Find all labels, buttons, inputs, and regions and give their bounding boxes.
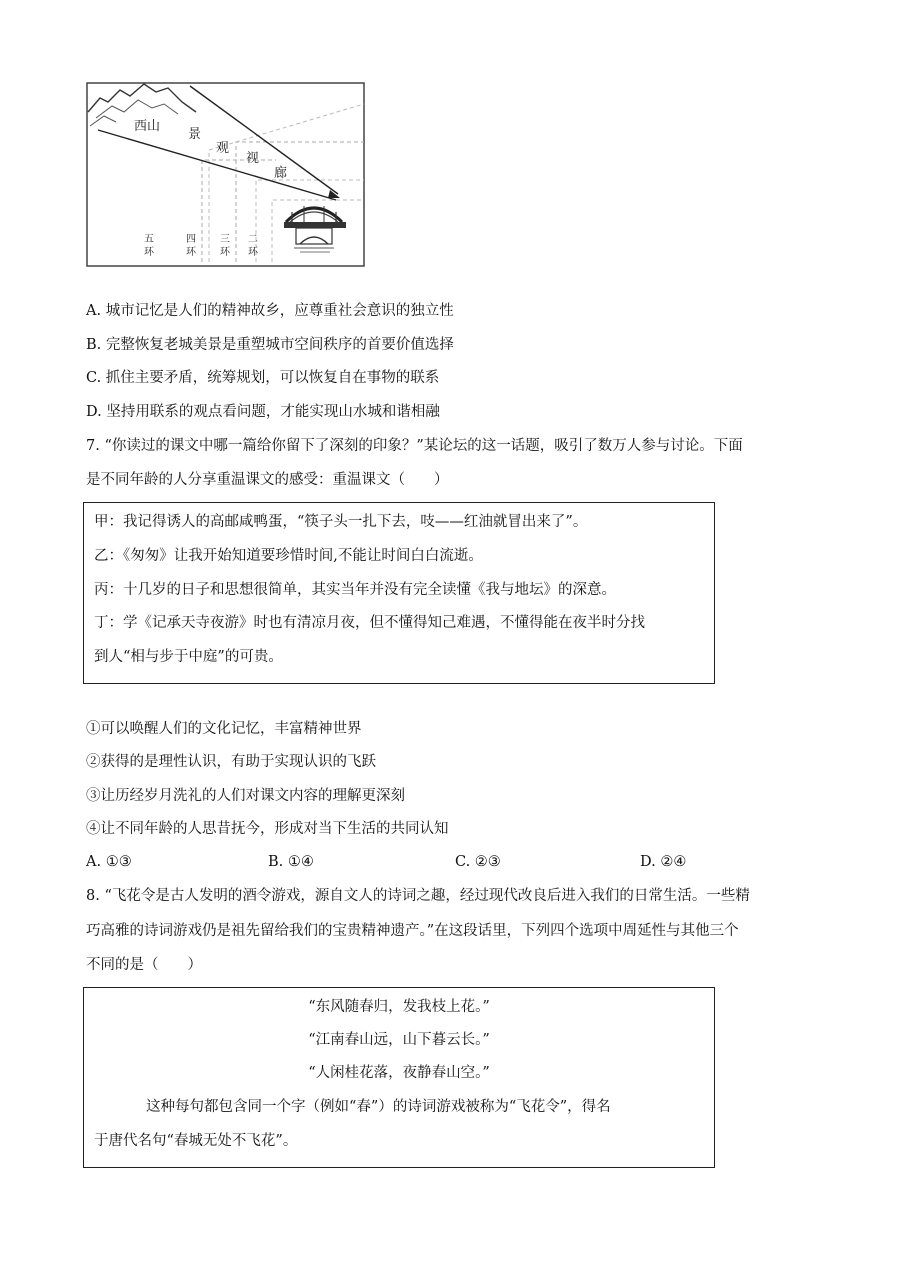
label-shi: 视 [246, 151, 260, 166]
q8-poem-3: “人闲桂花落，夜静春山空。” [308, 1065, 490, 1081]
q7-box-line-ding: 丁：学《记承天寺夜游》时也有清凉月夜，但不懂得知己难遇，不懂得能在夜半时分找 [94, 615, 645, 631]
corridor-map [86, 82, 366, 268]
ring-label-4: 四环 [186, 234, 196, 258]
q8-poem-2: “江南春山远，山下暮云长。” [308, 1032, 490, 1048]
q6-option-c: C. 抓住主要矛盾，统筹规划，可以恢复自在事物的联系 [86, 370, 440, 386]
q7-statement-3: ③让历经岁月洗礼的人们对课文内容的理解更深刻 [86, 788, 405, 804]
ring-label-3: 三环 [220, 234, 230, 258]
landscape-corridor-figure [86, 82, 366, 268]
q6-option-a: A. 城市记忆是人们的精神故乡，应尊重社会意识的独立性 [86, 303, 454, 319]
q7-box-line-bing: 丙：十几岁的日子和思想很简单，其实当年并没有完全读懂《我与地坛》的深意。 [94, 582, 616, 598]
q7-statement-4: ④让不同年龄的人思昔抚今，形成对当下生活的共同认知 [86, 821, 449, 837]
q7-stem-line1: 7. “你读过的课文中哪一篇给你留下了深刻的印象？”某论坛的这一话题，吸引了数万人参与讨论。下面 [86, 438, 743, 454]
q8-para-line1: 这种每句都包含同一个字（例如“春”）的诗词游戏被称为“飞花令”，得名 [146, 1099, 611, 1115]
ring-label-2: 二环 [248, 234, 258, 258]
q7-option-a: A. ①③ [86, 854, 132, 870]
q7-option-b: B. ①④ [268, 854, 314, 870]
q7-statement-1: ①可以唤醒人们的文化记忆，丰富精神世界 [86, 721, 362, 737]
q7-material-box [83, 502, 715, 684]
q8-stem-line3: 不同的是（ ） [86, 957, 202, 973]
q7-box-line-jia: 甲：我记得诱人的高邮咸鸭蛋，“筷子头一扎下去，吱——红油就冒出来了”。 [94, 514, 588, 530]
q8-stem-line2: 巧高雅的诗词游戏仍是祖先留给我们的宝贵精神遗产。”在这段话里，下列四个选项中周延性与其他三个 [86, 923, 739, 939]
q6-option-d: D. 坚持用联系的观点看问题，才能实现山水城和谐相融 [86, 404, 440, 420]
q8-para-line2: 于唐代名句“春城无处不飞花”。 [94, 1133, 298, 1149]
label-lang: 廊 [274, 166, 288, 181]
q8-material-box [83, 987, 715, 1168]
q6-option-b: B. 完整恢复老城美景是重塑城市空间秩序的首要价值选择 [86, 337, 454, 353]
q7-box-line-ding-cont: 到人“相与步于中庭”的可贵。 [94, 649, 283, 665]
q7-option-d: D. ②④ [640, 854, 687, 870]
q7-statement-2: ②获得的是理性认识，有助于实现认识的飞跃 [86, 754, 376, 770]
q8-stem-line1: 8. “飞花令是古人发明的酒令游戏，源自文人的诗词之趣，经过现代改良后进入我们的日常生活。一些精 [86, 888, 750, 904]
q8-poem-1: “东风随春归，发我枝上花。” [308, 999, 490, 1015]
label-guan: 观 [216, 141, 230, 156]
label-xishan: 西山 [134, 119, 161, 134]
q7-option-c: C. ②③ [455, 854, 501, 870]
label-jing: 景 [188, 127, 202, 142]
q7-stem-line2: 是不同年龄的人分享重温课文的感受：重温课文（ ） [86, 472, 449, 488]
ring-label-5: 五环 [144, 234, 154, 258]
q7-box-line-yi: 乙：《匆匆》让我开始知道要珍惜时间,不能让时间白白流逝。 [94, 548, 483, 564]
